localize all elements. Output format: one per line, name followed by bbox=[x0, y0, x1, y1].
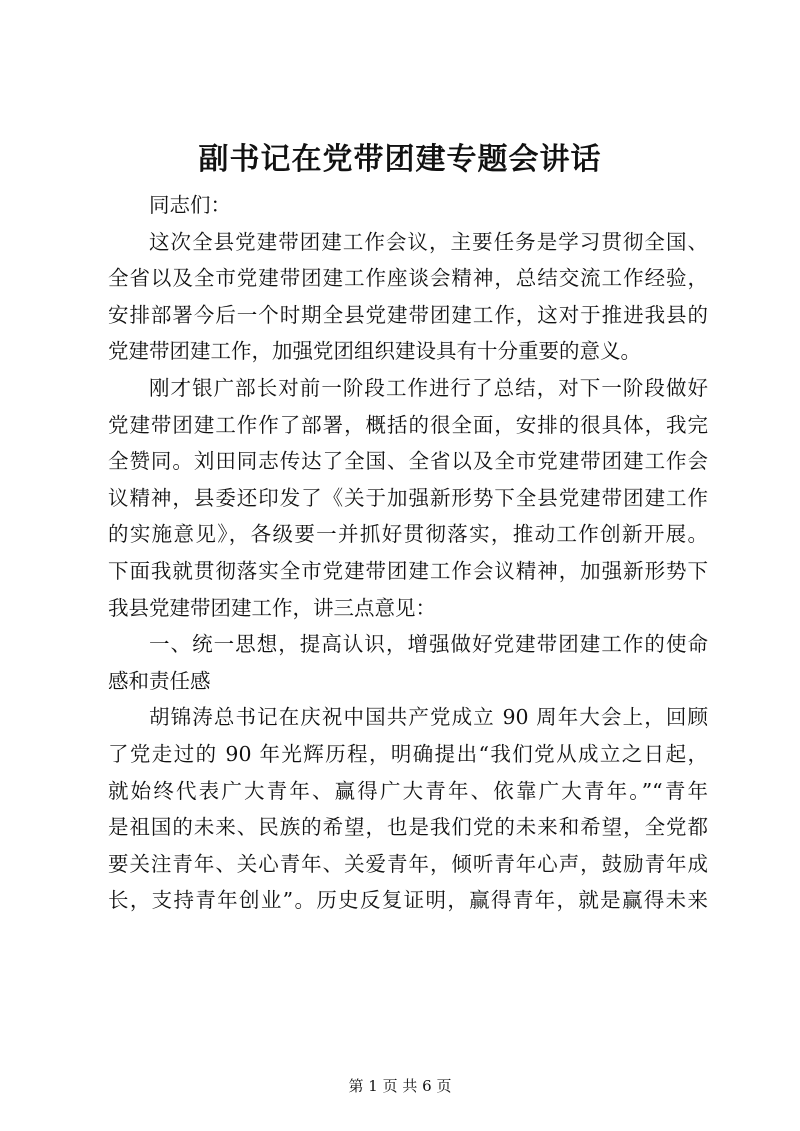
paragraph-line: 长，支持青年创业”。历史反复证明，赢得青年，就是赢得未来 bbox=[108, 888, 708, 913]
paragraph-line: 是祖国的未来、民族的希望，也是我们党的未来和希望，全党都 bbox=[108, 815, 708, 840]
paragraph-line: 的实施意见》，各级要一并抓好贯彻落实，推动工作创新开展。 bbox=[108, 522, 708, 547]
paragraph-line: 我县党建带团建工作，讲三点意见： bbox=[108, 595, 436, 620]
document-body bbox=[108, 187, 708, 919]
salutation-line: 同志们： bbox=[149, 193, 231, 217]
paragraph-line: 要关注青年、关心青年、关爱青年，倾听青年心声，鼓励青年成 bbox=[108, 851, 708, 876]
paragraph-line: 议精神，县委还印发了《关于加强新形势下全县党建带团建工作 bbox=[108, 485, 708, 510]
paragraph-line: 党建带团建工作，加强党团组织建设具有十分重要的意义。 bbox=[108, 339, 641, 364]
section-heading-line: 感和责任感 bbox=[108, 668, 211, 693]
document-title: 副书记在党带团建专题会讲话 bbox=[198, 142, 602, 177]
page-number-footer: 第 1 页 共 6 页 bbox=[348, 1077, 452, 1095]
paragraph-line: 这次全县党建带团建工作会议，主要任务是学习贯彻全国、 bbox=[149, 229, 708, 254]
paragraph-line: 党建带团建工作作了部署，概括的很全面，安排的很具体，我完 bbox=[108, 412, 708, 437]
paragraph-line: 了党走过的 90 年光辉历程，明确提出“我们党从成立之日起， bbox=[108, 741, 708, 766]
paragraph-line: 全省以及全市党建带团建工作座谈会精神，总结交流工作经验， bbox=[108, 266, 708, 291]
section-heading-line: 一、统一思想，提高认识，增强做好党建带团建工作的使命 bbox=[149, 632, 708, 657]
paragraph-line: 就始终代表广大青年、赢得广大青年、依靠广大青年。”“青年 bbox=[108, 778, 708, 803]
paragraph-line: 胡锦涛总书记在庆祝中国共产党成立 90 周年大会上，回顾 bbox=[149, 705, 708, 730]
paragraph-line: 下面我就贯彻落实全市党建带团建工作会议精神，加强新形势下 bbox=[108, 558, 708, 583]
paragraph-line: 安排部署今后一个时期全县党建带团建工作，这对于推进我县的 bbox=[108, 302, 708, 327]
paragraph-line: 全赞同。刘田同志传达了全国、全省以及全市党建带团建工作会 bbox=[108, 449, 708, 474]
paragraph-line: 刚才银广部长对前一阶段工作进行了总结，对下一阶段做好 bbox=[149, 375, 708, 400]
